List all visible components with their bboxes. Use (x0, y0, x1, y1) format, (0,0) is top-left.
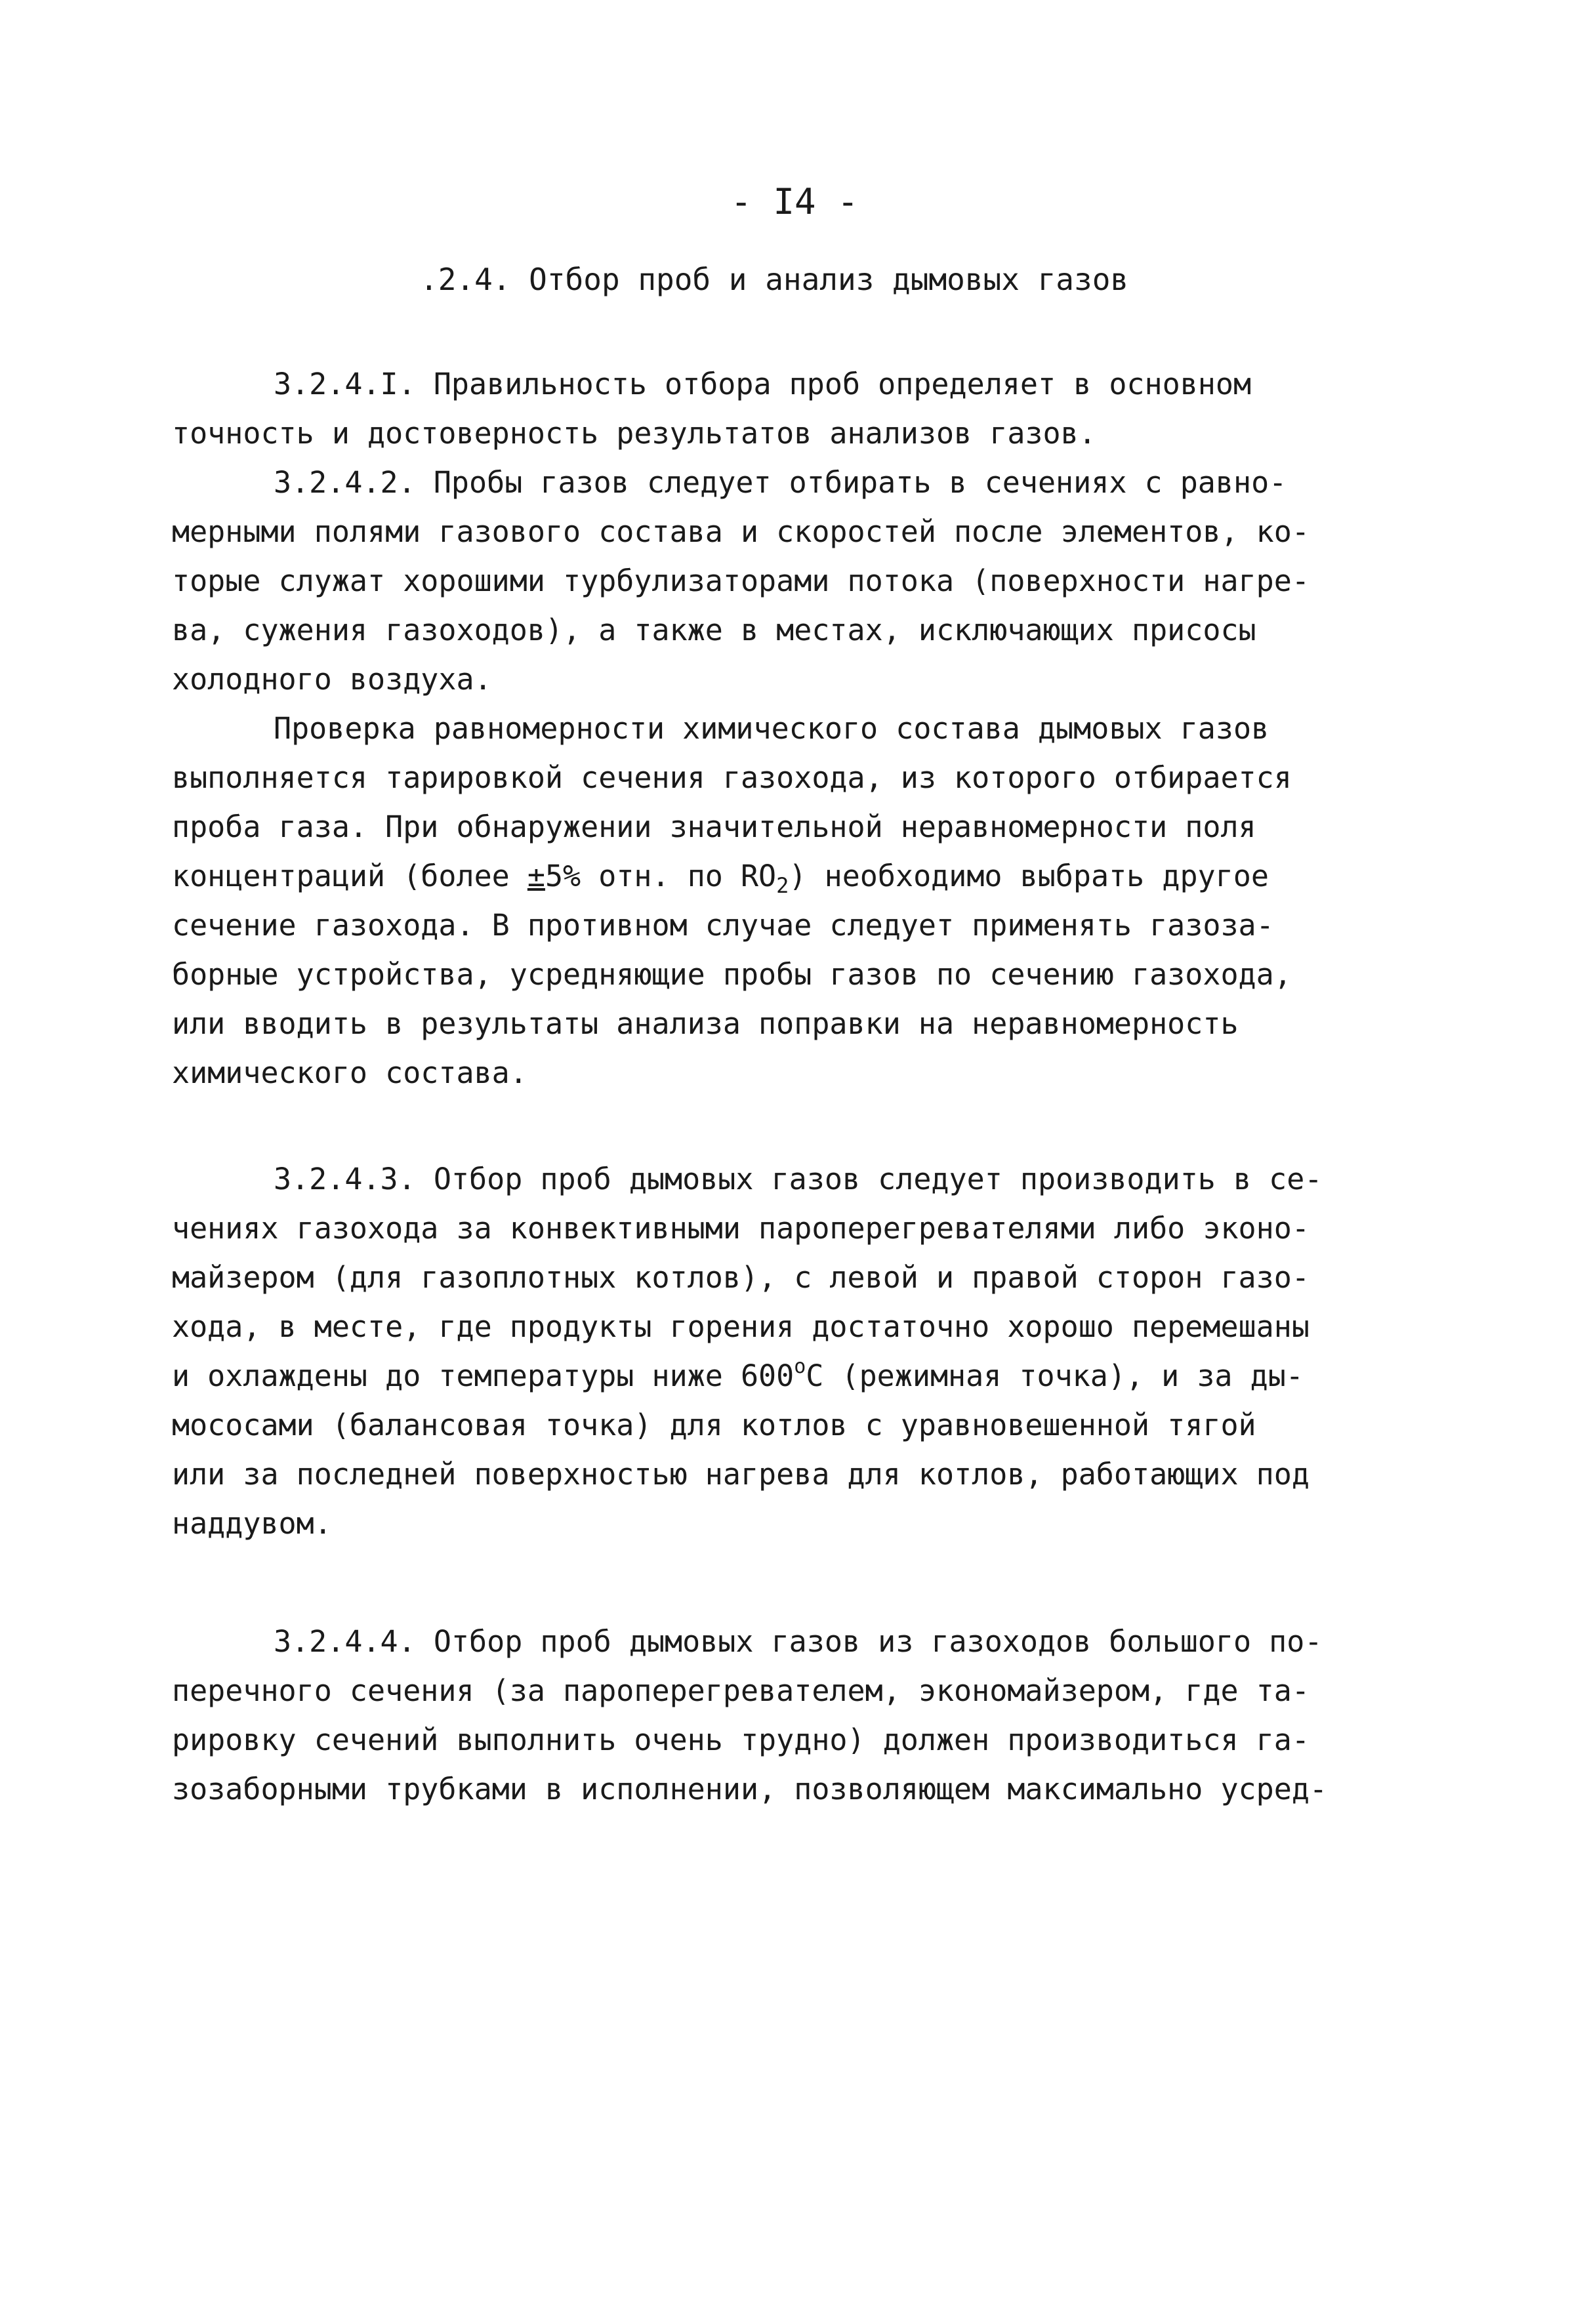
text-segment: 5% отн. по RO (545, 859, 777, 893)
text-line: выполняется тарировкой сечения газохода, из которого отбирается (172, 760, 1292, 795)
text-line: 3.2.4.3. Отбор проб дымовых газов следует производить в се- (274, 1162, 1323, 1196)
text-line: 3.2.4.2. Пробы газов следует отбирать в сечениях с равно- (274, 465, 1287, 500)
text-segment: ) необходимо выбрать другое (789, 859, 1269, 893)
text-block-3 (172, 1617, 1443, 1814)
text-line: мерными полями газового состава и скоростей после элементов, ко- (172, 514, 1310, 549)
text-line: или за последней поверхностью нагрева для котлов, работающих под (172, 1457, 1310, 1492)
text-line: проба газа. При обнаружении значительной неравномерности поля (172, 809, 1256, 844)
text-line: точность и достоверность результатов анализов газов. (172, 416, 1096, 451)
text-line: торые служат хорошими турбулизаторами потока (поверхности нагре- (172, 563, 1310, 598)
text-line: химического состава. (172, 1055, 527, 1090)
text-line-concentration (172, 851, 1443, 901)
section-title: .2.4. Отбор проб и анализ дымовых газов (420, 262, 1129, 297)
text-line: Проверка равномерности химического состава дымовых газов (274, 711, 1269, 746)
text-line: 3.2.4.4. Отбор проб дымовых газов из газоходов большого по- (274, 1624, 1323, 1659)
superscript: о (794, 1355, 806, 1378)
text-segment: С (режимная точка), и за ды- (806, 1358, 1304, 1393)
text-line-temperature (172, 1351, 1443, 1400)
text-line: чениях газохода за конвективными пароперегревателями либо эконо- (172, 1211, 1310, 1246)
text-line: борные устройства, усредняющие пробы газов по сечению газохода, (172, 957, 1292, 992)
text-line: перечного сечения (за пароперегревателем, экономайзером, где та- (172, 1673, 1310, 1708)
text-segment: и охлаждены до температуры ниже 600 (172, 1358, 794, 1393)
text-line: ва, сужения газоходов), а также в местах, исключающих присосы (172, 613, 1256, 647)
text-line: зозаборными трубками в исполнении, позволяющем максимально усред- (172, 1772, 1327, 1806)
text-block-1 (172, 359, 1443, 1097)
text-line: сечение газохода. В противном случае следует применять газоза- (172, 908, 1274, 943)
subscript: 2 (776, 873, 789, 898)
text-line: или вводить в результаты анализа поправки на неравномерность (172, 1006, 1239, 1041)
text-line: мососами (балансовая точка) для котлов с уравновешенной тягой (172, 1408, 1256, 1442)
text-block-2 (172, 1154, 1443, 1548)
text-line: наддувом. (172, 1506, 332, 1541)
text-segment: концентраций (более (172, 859, 527, 893)
text-line: хода, в месте, где продукты горения достаточно хорошо перемешаны (172, 1309, 1310, 1344)
text-line: майзером (для газоплотных котлов), с левой и правой сторон газо- (172, 1260, 1310, 1295)
plus-minus-sign: ± (527, 859, 545, 893)
page-number: - I4 - (730, 181, 859, 222)
text-line: рировку сечений выполнить очень трудно) должен производиться га- (172, 1723, 1310, 1757)
text-line: 3.2.4.I. Правильность отбора проб определяет в основном (274, 367, 1252, 401)
text-line: холодного воздуха. (172, 662, 492, 697)
